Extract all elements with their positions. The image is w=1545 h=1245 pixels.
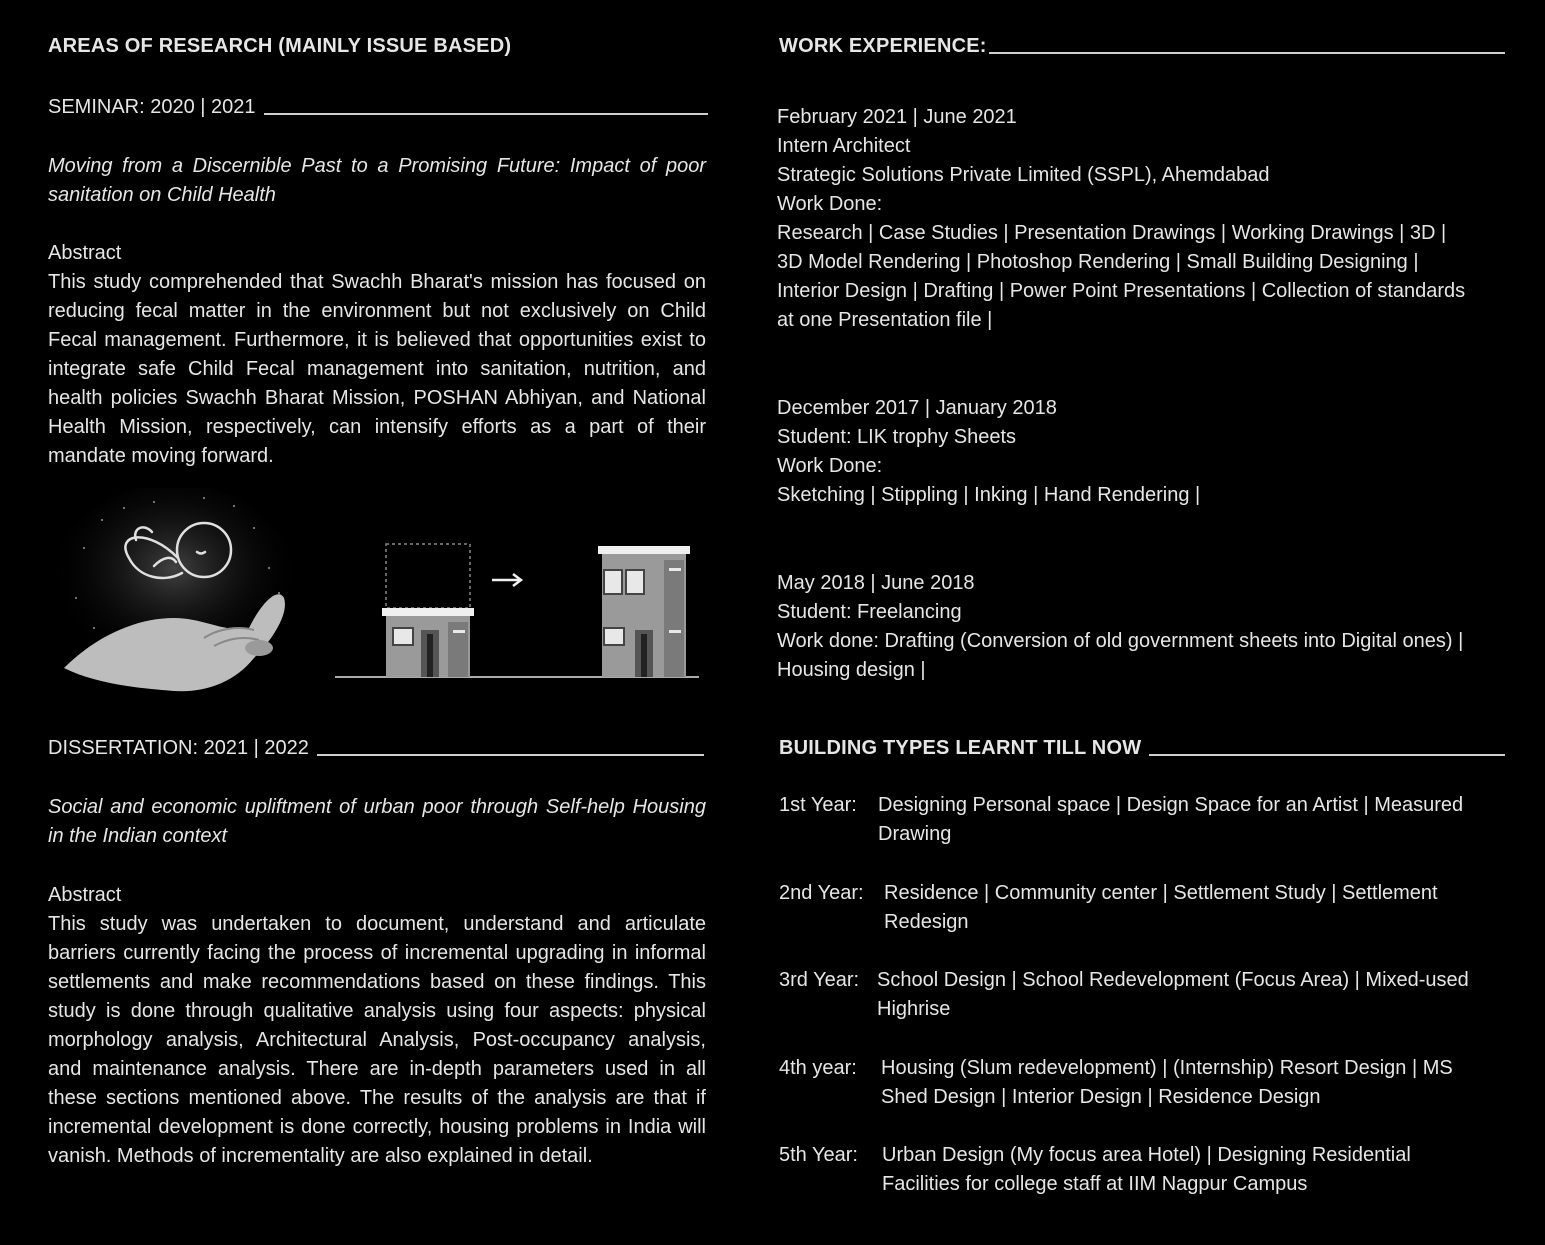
- job-work-line: Work done: Drafting (Conversion of old government sheets into Digital ones) |: [777, 630, 1464, 652]
- year-text: Designing Personal space | Design Space for an Artist | Measured Drawing: [878, 794, 1464, 845]
- year-text: School Design | School Redevelopment (Focus Area) | Mixed-used Highrise: [877, 969, 1469, 1020]
- dissertation-abstract-label: Abstract: [48, 884, 122, 906]
- year-text: Residence | Community center | Settlement Study | Settlement Redesign: [884, 882, 1438, 933]
- year-text: Urban Design (My focus area Hotel) | Designing Residential Facilities for college staff at IIM Nagpur Campus: [882, 1144, 1411, 1195]
- job-dates: February 2021 | June 2021: [777, 106, 1017, 128]
- building-heading-row: [779, 734, 1505, 763]
- arrow-right-icon: [492, 574, 521, 586]
- dissertation-abstract: This study was undertaken to document, understand and articulate barriers currently facing the process of incremental upgrading in informal settlements and make recommendations based on these findings. This study is done through qualitative analysis using four aspects: physical morphology analysis, Architectural Analysis, Post-occupancy analysis, and maintenance analysis. There are in-depth parameters used in all these sections mentioned above. The results of the analysis are that if incremental development is done correctly, housing problems in India will vanish. Methods of incrementality are also explained in detail.: [48, 913, 706, 1167]
- seminar-title: Moving from a Discernible Past to a Promising Future: Impact of poor sanitation on Child Health: [48, 155, 706, 206]
- job-entry: [777, 103, 1507, 335]
- job-entry: [777, 569, 1507, 685]
- job-dates: May 2018 | June 2018: [777, 572, 975, 594]
- year-label: 2nd Year:: [779, 882, 864, 904]
- job-work-label: Work Done:: [777, 455, 883, 477]
- heading-rule: [317, 754, 704, 756]
- year-entry: [779, 791, 1501, 849]
- baby-in-hand-icon: [54, 488, 294, 703]
- dissertation-heading: DISSERTATION: 2021 | 2022: [48, 737, 309, 759]
- job-role: Student: Freelancing: [777, 601, 962, 623]
- heading-rule: [1149, 754, 1505, 756]
- job-entry: [777, 394, 1507, 510]
- year-label: 3rd Year:: [779, 969, 860, 991]
- job-work-line: 3D Model Rendering | Photoshop Rendering | Small Building Designing |: [777, 251, 1419, 273]
- seminar-heading: SEMINAR: 2020 | 2021: [48, 96, 256, 118]
- year-label: 5th Year:: [779, 1144, 858, 1166]
- year-label: 4th year:: [779, 1057, 857, 1079]
- dissertation-heading-row: [48, 734, 704, 763]
- job-work-label: Work Done:: [777, 193, 883, 215]
- year-entry: [779, 879, 1469, 937]
- job-work-line: Research | Case Studies | Presentation Drawings | Working Drawings | 3D |: [777, 222, 1447, 244]
- year-entry: [779, 966, 1501, 1024]
- incremental-house-icon: [335, 538, 701, 683]
- year-text: Housing (Slum redevelopment) | (Internship) Resort Design | MS Shed Design | Interior Design | Residence Design: [881, 1057, 1453, 1108]
- job-work-line: at one Presentation file |: [777, 309, 993, 331]
- job-work-line: Sketching | Stippling | Inking | Hand Rendering |: [777, 484, 1201, 506]
- job-work-line: Housing design |: [777, 659, 926, 681]
- year-label: 1st Year:: [779, 794, 857, 816]
- seminar-abstract: This study comprehended that Swachh Bharat's mission has focused on reducing fecal matter in the environment but not exclusively on Child Fecal management. Furthermore, it is believed that opportunities exist to integrate safe Child Fecal management into sanitation, nutrition, and health policies Swachh Bharat Mission, POSHAN Abhiyan, and National Health Mission, respectively, can intensify efforts as a part of their mandate moving forward.: [48, 271, 706, 467]
- job-dates: December 2017 | January 2018: [777, 397, 1057, 419]
- heading-rule: [989, 52, 1505, 54]
- job-company: Strategic Solutions Private Limited (SSPL), Ahemdabad: [777, 164, 1270, 186]
- job-role: Student: LIK trophy Sheets: [777, 426, 1017, 448]
- research-heading: AREAS OF RESEARCH (MAINLY ISSUE BASED): [48, 35, 512, 57]
- job-work-line: Interior Design | Drafting | Power Point Presentations | Collection of standards: [777, 280, 1466, 302]
- work-heading: WORK EXPERIENCE:: [779, 35, 987, 57]
- heading-rule: [264, 113, 708, 115]
- job-role: Intern Architect: [777, 135, 911, 157]
- year-entry: [779, 1054, 1479, 1112]
- dissertation-title: Social and economic upliftment of urban poor through Self-help Housing in the Indian context: [48, 796, 706, 847]
- seminar-heading-row: [48, 93, 708, 122]
- seminar-abstract-label: Abstract: [48, 242, 122, 264]
- work-heading-row: [779, 32, 1505, 61]
- year-entry: [779, 1141, 1449, 1199]
- building-heading: BUILDING TYPES LEARNT TILL NOW: [779, 737, 1142, 759]
